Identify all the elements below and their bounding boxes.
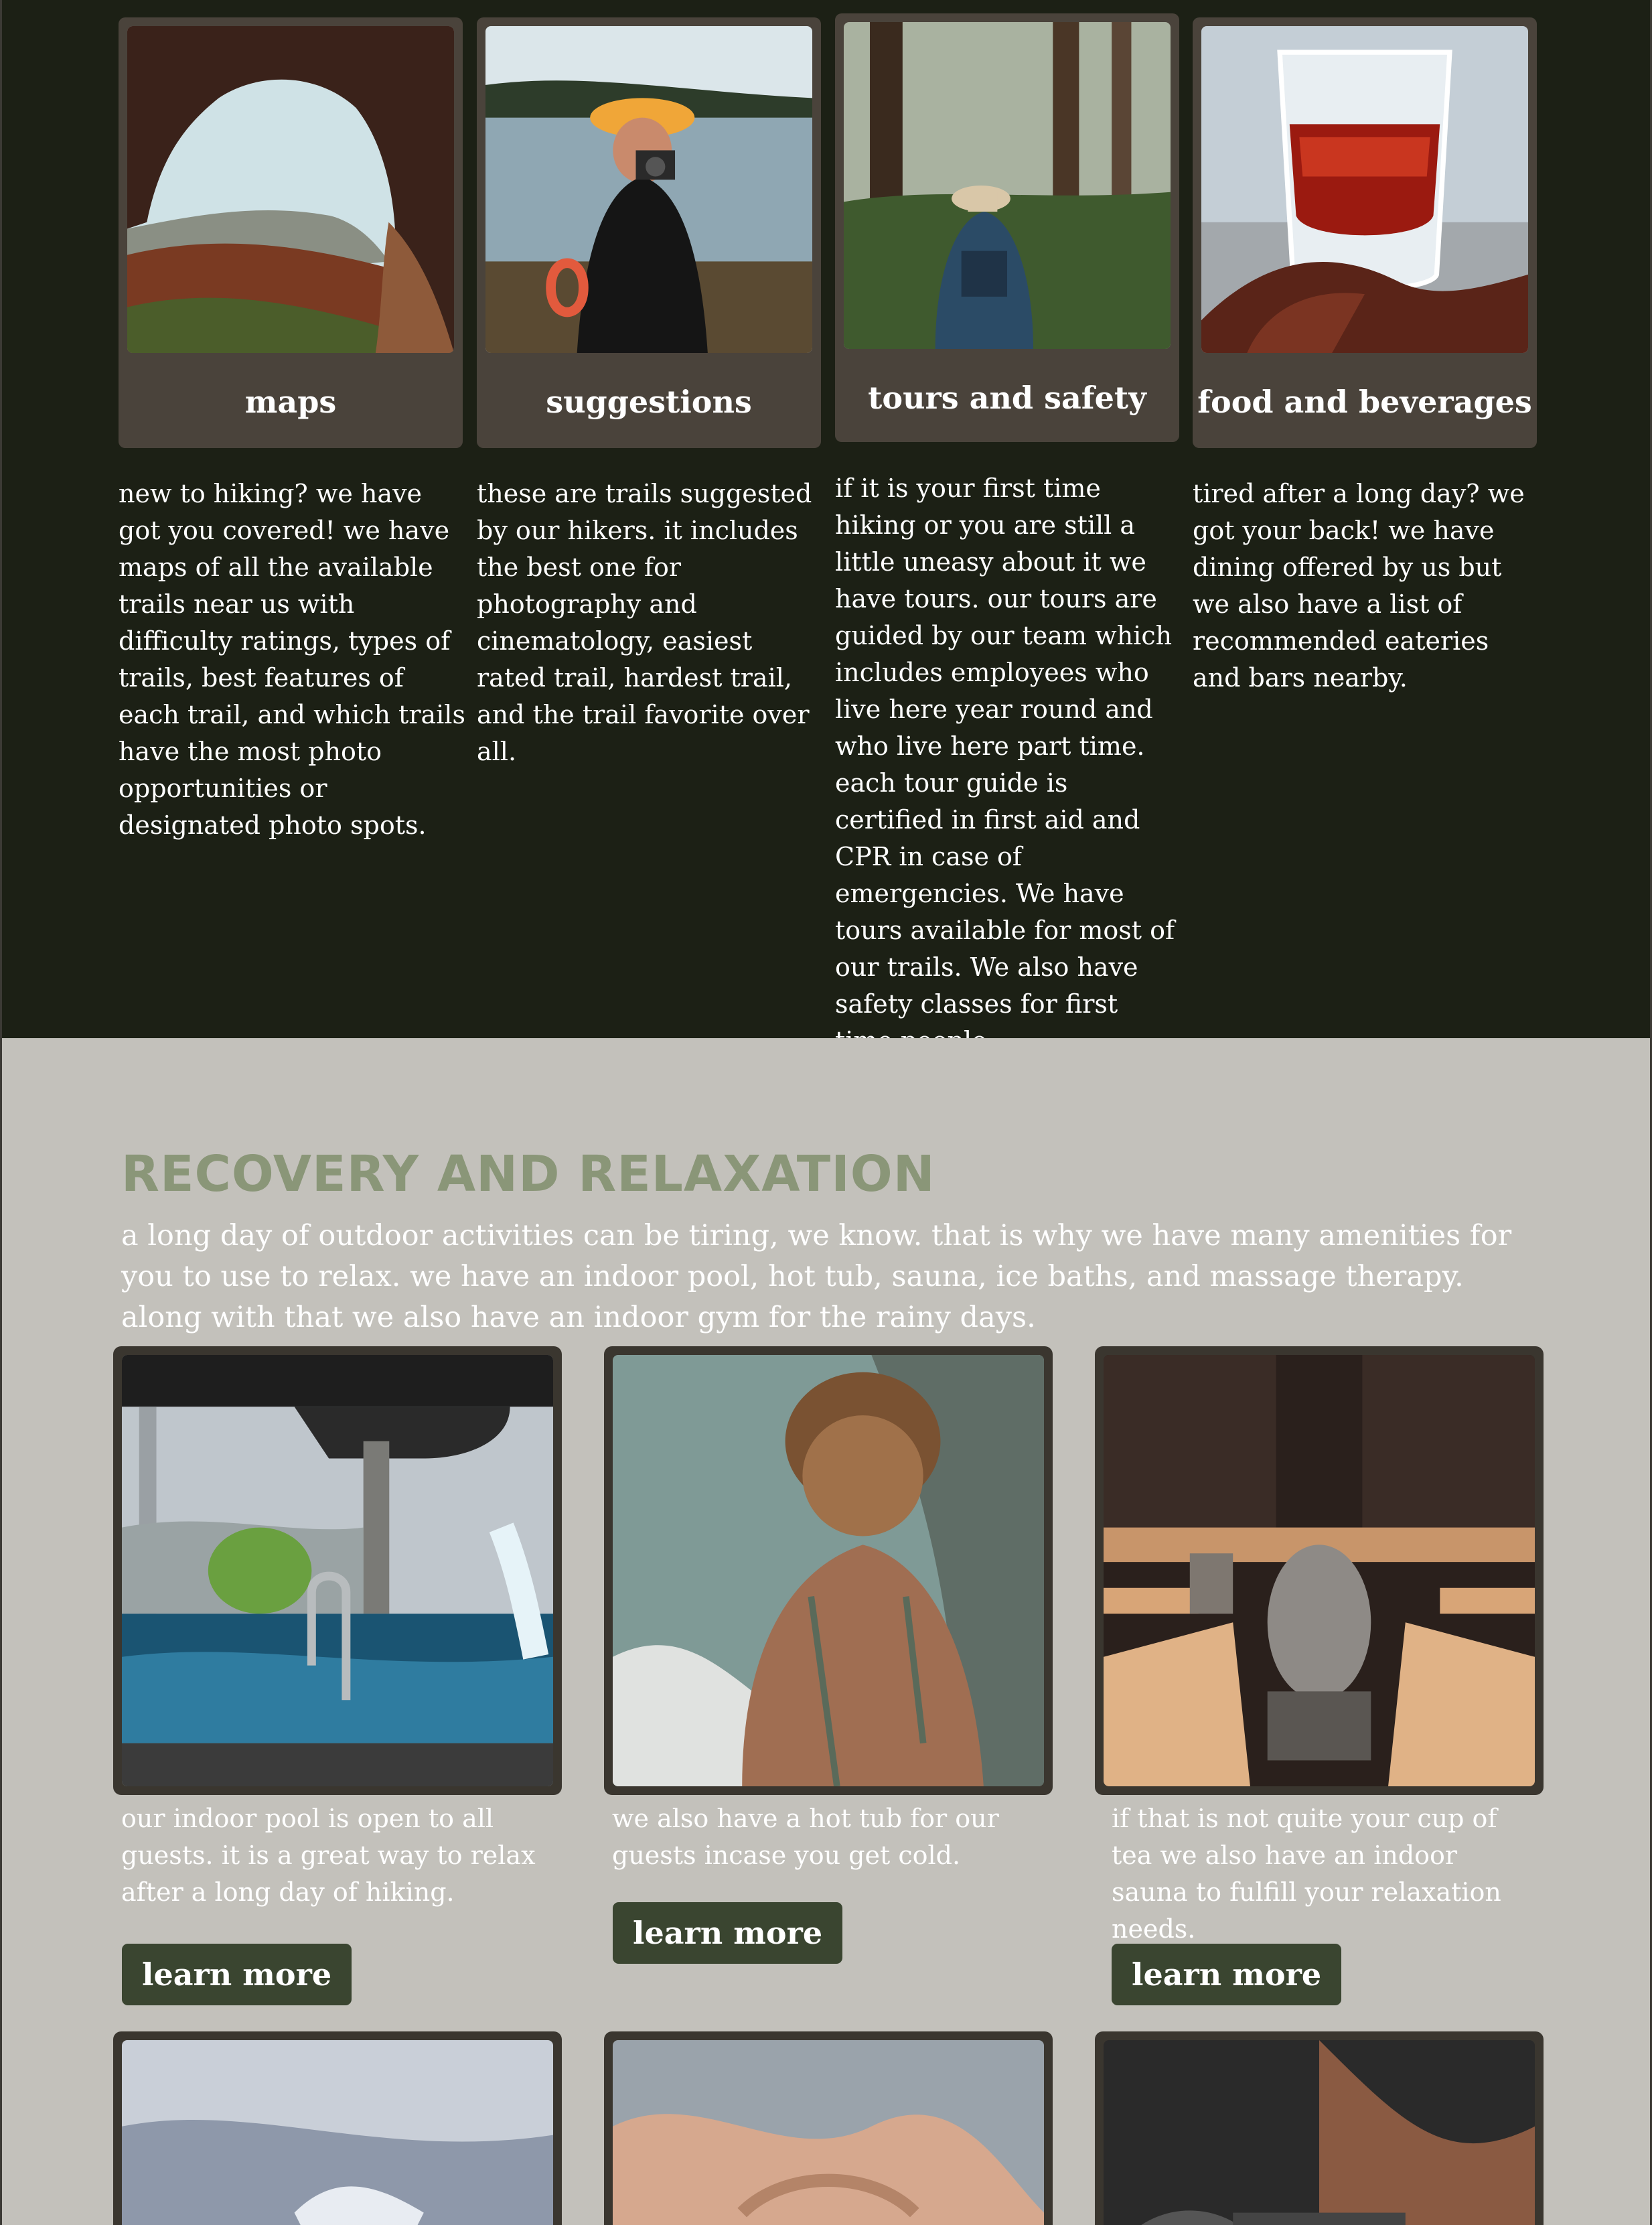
section-heading: RECOVERY AND RELAXATION — [121, 1145, 935, 1203]
learn-more-button-pool[interactable]: learn more — [122, 1944, 352, 2005]
cave-landscape-photo — [127, 26, 454, 353]
amenity-card-massage[interactable] — [604, 2031, 1053, 2225]
service-title-tours-and-safety: tours and safety — [868, 380, 1146, 416]
massage-photo — [613, 2040, 1044, 2225]
service-title-maps: maps — [244, 384, 337, 420]
amenity-description-hot-tub: we also have a hot tub for our guests incase you get cold. — [612, 1804, 999, 1870]
services-section — [0, 0, 1652, 1038]
hot-tub-photo — [613, 1355, 1044, 1786]
service-card-suggestions[interactable] — [477, 17, 821, 448]
amenity-description-pool: our indoor pool is open to all guests. it is a great way to relax after a long day of hiking. — [121, 1804, 536, 1907]
service-description-tours-and-safety: if it is your first time hiking or you are still a little uneasy about it we have tours. our tours are guided by our team which includes employees who live here year round and who live here part time. each tour guide is certified in first aid and CPR in case of emergencies. We have tours available for most of our trails. We also have safety classes for first — [835, 474, 1175, 1019]
service-title-suggestions: suggestions — [546, 384, 752, 420]
amenity-card-hot-tub[interactable] — [604, 1346, 1053, 1795]
service-title-food-and-beverages: food and beverages — [1197, 384, 1532, 420]
learn-more-button-sauna[interactable]: learn more — [1112, 1944, 1341, 2005]
sauna-photo — [1104, 1355, 1535, 1786]
service-card-maps[interactable] — [119, 17, 463, 448]
forest-hiker-photo — [844, 22, 1171, 349]
service-description-maps: new to hiking? we have got you covered! we have maps of all the available trails near us with difficulty ratings, types of trails, best features of each trail, and which trails have the most photo opportunities or designated photo spots. — [119, 479, 465, 840]
ice-bath-photo — [122, 2040, 553, 2225]
service-description-suggestions: these are trails suggested by our hikers. it includes the best one for photography and cinematology, easiest rated trail, hardest trail, and the trail favorite over all. — [477, 479, 812, 766]
indoor-pool-photo — [122, 1355, 553, 1786]
gym-photo — [1104, 2040, 1535, 2225]
section-intro: a long day of outdoor activities can be tiring, we know. that is why we have many amenities for you to use to relax. we have an indoor pool, hot tub, sauna, ice baths, and massage therapy. along with that we also have an indoor gym for the rainy days. — [121, 1219, 1512, 1334]
amenity-description-sauna: if that is not quite your cup of tea we also have an indoor sauna to fulfill your relaxation needs. — [1112, 1804, 1501, 1944]
service-card-food-and-beverages[interactable] — [1193, 17, 1537, 448]
whiskey-glass-photo — [1201, 26, 1528, 353]
amenity-card-pool[interactable] — [113, 1346, 562, 1795]
amenity-card-sauna[interactable] — [1095, 1346, 1544, 1795]
service-card-tours-and-safety[interactable] — [835, 13, 1179, 442]
amenity-card-gym[interactable] — [1095, 2031, 1544, 2225]
amenity-card-ice-bath[interactable] — [113, 2031, 562, 2225]
photographer-photo — [485, 26, 812, 353]
service-description-food-and-beverages: tired after a long day? we got your back! we have dining offered by us but we also have a list of recommended eateries and bars nearby. — [1193, 479, 1525, 693]
learn-more-button-hot-tub[interactable]: learn more — [613, 1902, 842, 1964]
recovery-section — [0, 1038, 1652, 2225]
